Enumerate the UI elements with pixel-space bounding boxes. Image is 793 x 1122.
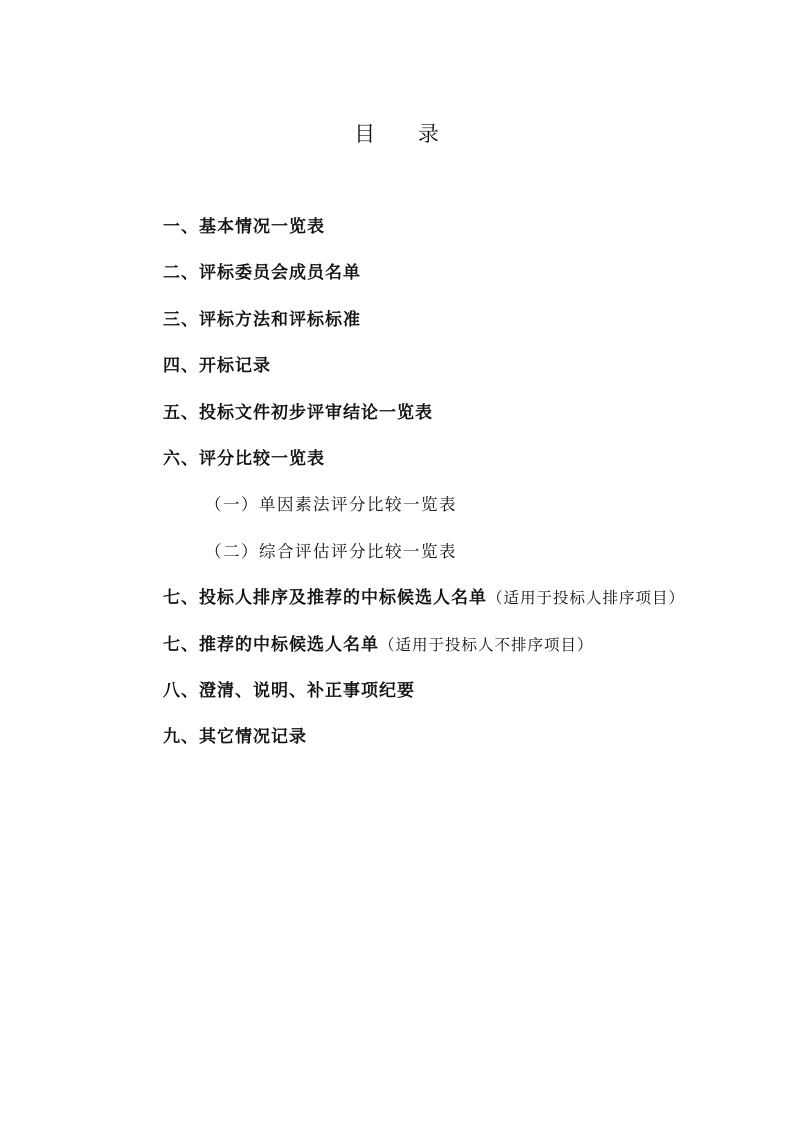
toc-item-label: 七、投标人排序及推荐的中标候选人名单	[163, 588, 487, 609]
toc-item-label: 九、其它情况记录	[163, 727, 307, 748]
toc-subitem-single-factor	[163, 490, 685, 536]
table-of-contents	[163, 212, 685, 769]
toc-item-label: 一、基本情况一览表	[163, 217, 325, 237]
page-title: 目 录	[354, 122, 457, 146]
toc-item-score-comparison	[163, 444, 685, 490]
toc-item-label: 三、评标方法和评标标准	[163, 309, 361, 330]
toc-item-label: 七、推荐的中标候选人名单	[163, 634, 379, 655]
toc-item-label: 二、评标委员会成员名单	[163, 263, 361, 284]
toc-item-label: （一）单因素法评分比较一览表	[205, 495, 457, 515]
toc-item-label: 六、评分比较一览表	[163, 448, 325, 469]
toc-item-note: （适用于投标人排序项目）	[487, 589, 686, 608]
toc-item-label: 四、开标记录	[163, 356, 271, 377]
toc-subitem-comprehensive	[163, 537, 685, 583]
toc-item-label: 五、投标文件初步评审结论一览表	[163, 402, 433, 423]
toc-item-label: （二）综合评估评分比较一览表	[205, 541, 457, 561]
toc-item-preliminary-review	[163, 398, 685, 444]
toc-item-evaluation-method	[163, 305, 685, 351]
toc-item-committee-members	[163, 258, 685, 304]
toc-item-label: 八、澄清、说明、补正事项纪要	[163, 680, 415, 701]
toc-item-clarification-minutes	[163, 676, 685, 722]
toc-item-opening-record	[163, 351, 685, 397]
toc-item-recommended-candidates	[163, 630, 685, 676]
toc-item-other-records	[163, 722, 685, 768]
toc-item-ranking-candidates	[163, 583, 685, 629]
toc-item-note: （适用于投标人不排序项目）	[379, 635, 594, 654]
toc-item-basic-info	[163, 212, 685, 258]
